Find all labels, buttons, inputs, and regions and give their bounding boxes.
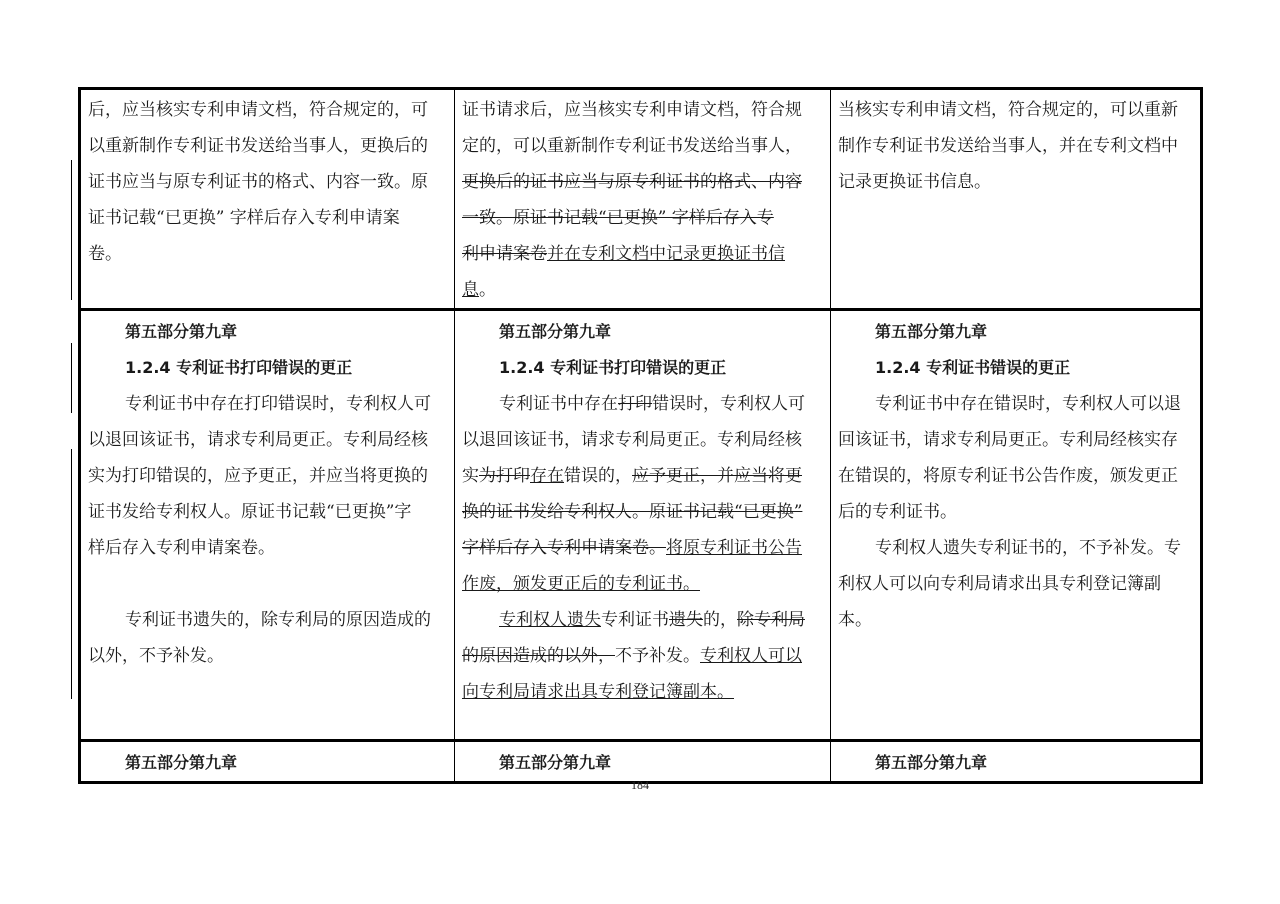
section-heading: 1.2.4 专利证书打印错误的更正: [499, 358, 727, 377]
deleted-text: 利申请案卷: [462, 244, 547, 264]
plain-text: 实: [462, 466, 479, 486]
revision-bar: [71, 449, 72, 699]
original-column-cell: [80, 310, 455, 741]
part-heading: 第五部分第九章: [125, 753, 238, 772]
plain-text: 不予补发。: [615, 646, 700, 666]
text-line: 当核实专利申请文档，符合规定的，可以重新: [838, 100, 1178, 120]
deleted-text: 换的证书发给专利权人。原证书记载“已更换”: [462, 502, 803, 522]
plain-text: 专利证书中存在: [499, 394, 618, 414]
text-line: [462, 164, 823, 200]
inserted-text: 存在: [530, 466, 564, 486]
text-line: 专利证书中存在错误时，专利权人可以退: [875, 394, 1181, 414]
inserted-text: 专利权人可以: [700, 646, 802, 666]
part-heading: 第五部分第九章: [499, 322, 612, 341]
table-row: [80, 310, 1202, 741]
original-column-cell: [80, 89, 455, 310]
page-number: 184: [631, 778, 649, 792]
text-line: [462, 602, 823, 638]
text-line: 利权人可以向专利局请求出具专利登记簿副: [838, 574, 1161, 594]
text-line: 以重新制作专利证书发送给当事人，更换后的: [88, 136, 428, 156]
part-heading: 第五部分第九章: [125, 322, 238, 341]
part-heading: 第五部分第九章: [875, 322, 988, 341]
deleted-text: 遗失: [669, 610, 703, 630]
text-line: 卷。: [88, 244, 122, 264]
text-line: [462, 272, 823, 308]
comparison-table: [78, 87, 1203, 784]
text-line: [462, 638, 823, 674]
text-line: 记录更换证书信息。: [838, 172, 991, 192]
text-line: 以外，不予补发。: [88, 646, 224, 666]
table-row: [80, 741, 1202, 783]
text-line: [462, 494, 823, 530]
section-heading: 1.2.4 专利证书错误的更正: [875, 358, 1071, 377]
text-line: [462, 386, 823, 422]
text-line: [462, 566, 823, 602]
inserted-text: 向专利局请求出具专利登记簿副本。: [462, 682, 734, 702]
inserted-text: 将原专利证书公告: [666, 538, 802, 558]
text-line: 专利证书遗失的，除专利局的原因造成的: [125, 610, 431, 630]
deleted-text: 一致。原证书记载“已更换” 字样后存入专: [462, 208, 774, 228]
text-line: [462, 200, 823, 236]
text-line: 回该证书，请求专利局更正。专利局经核实存: [838, 430, 1178, 450]
part-heading: 第五部分第九章: [499, 753, 612, 772]
deleted-text: 的原因造成的以外，: [462, 646, 615, 666]
inserted-text: 并在专利文档中记录更换证书信: [547, 244, 785, 264]
revision-column-cell: [455, 310, 831, 741]
revision-bar: [71, 160, 72, 300]
plain-text: 错误的，: [564, 466, 632, 486]
text-line: 在错误的，将原专利证书公告作废，颁发更正: [838, 466, 1178, 486]
table-row: [80, 89, 1202, 310]
text-line: 证书请求后，应当核实专利申请文档，符合规: [462, 100, 802, 120]
text-line: 定的，可以重新制作专利证书发送给当事人，: [462, 136, 802, 156]
text-line: [462, 458, 823, 494]
deleted-text: 更换后的证书应当与原专利证书的格式、内容: [462, 172, 802, 192]
text-line: 证书发给专利权人。原证书记载“已更换”字: [88, 502, 412, 522]
revision-column-cell: [455, 741, 831, 783]
revised-column-cell: [831, 89, 1202, 310]
part-heading: 第五部分第九章: [875, 753, 988, 772]
text-line: 制作专利证书发送给当事人，并在专利文档中: [838, 136, 1178, 156]
text-line: 证书应当与原专利证书的格式、内容一致。原: [88, 172, 428, 192]
deleted-text: 字样后存入专利申请案卷。: [462, 538, 666, 558]
plain-text: 。: [479, 280, 496, 300]
blank-line: [88, 566, 447, 602]
deleted-text: 为打印: [479, 466, 530, 486]
revised-column-cell: [831, 310, 1202, 741]
plain-text: 错误时，专利权人可: [652, 394, 805, 414]
deleted-text: 除专利局: [737, 610, 805, 630]
text-line: 后，应当核实专利申请文档，符合规定的，可: [88, 100, 428, 120]
inserted-text: 息: [462, 280, 479, 300]
text-line: 本。: [838, 610, 872, 630]
revised-column-cell: [831, 741, 1202, 783]
plain-text: 专利证书: [601, 610, 669, 630]
deleted-text: 应予更正，并应当将更: [632, 466, 802, 486]
text-line: [462, 674, 823, 710]
text-line: [462, 236, 823, 272]
text-line: 以退回该证书，请求专利局更正。专利局经核: [462, 430, 802, 450]
text-line: 证书记载“已更换” 字样后存入专利申请案: [88, 208, 400, 228]
original-column-cell: [80, 741, 455, 783]
text-line: [462, 530, 823, 566]
inserted-text: 专利权人遗失: [499, 610, 601, 630]
revision-column-cell: [455, 89, 831, 310]
text-line: 实为打印错误的，应予更正，并应当将更换的: [88, 466, 428, 486]
text-line: 后的专利证书。: [838, 502, 957, 522]
revision-bar: [71, 343, 72, 413]
text-line: 专利权人遗失专利证书的，不予补发。专: [875, 538, 1181, 558]
text-line: 专利证书中存在打印错误时，专利权人可: [125, 394, 431, 414]
inserted-text: 作废，颁发更正后的专利证书。: [462, 574, 700, 594]
plain-text: 的，: [703, 610, 737, 630]
section-heading: 1.2.4 专利证书打印错误的更正: [125, 358, 353, 377]
deleted-text: 打印: [618, 394, 652, 414]
text-line: 以退回该证书，请求专利局更正。专利局经核: [88, 430, 428, 450]
text-line: 样后存入专利申请案卷。: [88, 538, 275, 558]
